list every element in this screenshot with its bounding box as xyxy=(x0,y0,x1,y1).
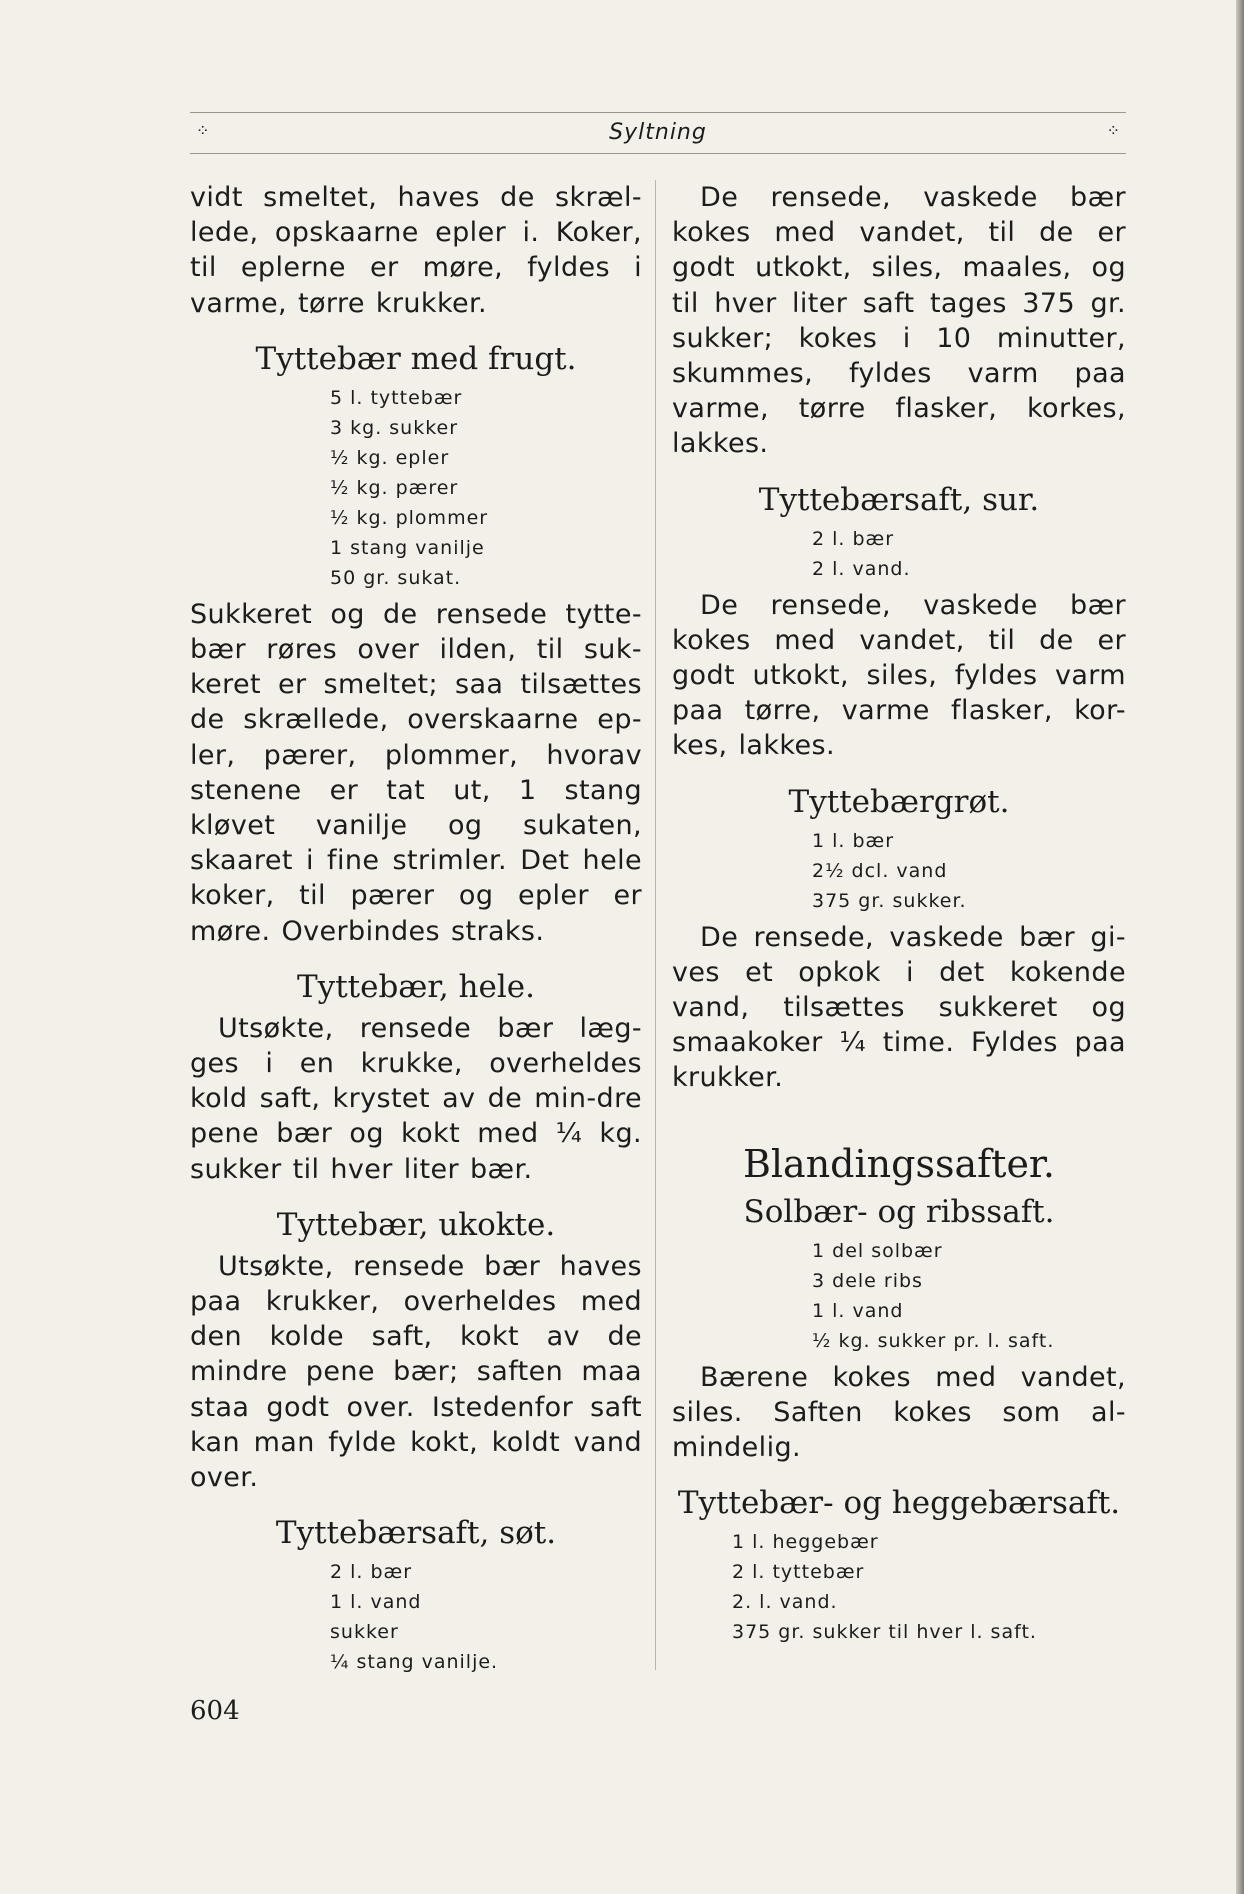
ingredient-list xyxy=(672,524,1126,584)
ingredient-list xyxy=(672,826,1126,916)
ingredient: ½ kg. pærer xyxy=(330,476,459,499)
ingredient: 375 gr. sukker til hver l. saft. xyxy=(732,1621,1037,1644)
recipe-title: Tyttebærsaft, søt. xyxy=(275,1515,557,1552)
ingredient: 1 l. vand xyxy=(330,1591,422,1614)
ingredient: 1 del solbær xyxy=(812,1239,943,1262)
ingredient-list xyxy=(672,1527,1126,1647)
recipe-text: Sukkeret og de rensede tytte-bær røres over ilden, til suk-keret er smeltet; saa tilsættes de skrællede, overskaarne ep-ler, pærer, plommer, hvorav stenene er tat ut, 1 stang kløvet vanilje og sukaten, skaaret i fine strimler. Det hele koker, til pærer og epler er møre. Overbindes straks. xyxy=(190,598,642,947)
ingredient: 5 l. tyttebær xyxy=(330,386,463,409)
ingredient: 2 l. vand. xyxy=(812,557,911,580)
page-number: 604 xyxy=(190,1696,240,1726)
ingredient: 2. l. vand. xyxy=(732,1591,838,1614)
recipe-title: Tyttebær- og heggebærsaft. xyxy=(677,1485,1121,1522)
ingredient: 375 gr. sukker. xyxy=(812,889,967,912)
ingredient: 1 l. vand xyxy=(812,1299,904,1322)
column-divider xyxy=(655,180,656,1670)
ornament-left-icon: ⁘ xyxy=(196,121,210,140)
recipe-text: Bærene kokes med vandet, siles. Saften kokes som al-mindelig. xyxy=(672,1361,1126,1464)
running-header xyxy=(190,112,1126,154)
recipe-title: Tyttebær, hele. xyxy=(297,968,535,1005)
ingredient-list xyxy=(190,1557,642,1677)
ornament-right-icon: ⁘ xyxy=(1106,121,1120,140)
ingredient: 1 l. bær xyxy=(812,829,895,852)
ingredient: 1 l. heggebær xyxy=(732,1531,879,1554)
recipe-title: Tyttebærgrøt. xyxy=(788,783,1010,820)
ingredient-list xyxy=(190,383,642,593)
left-column xyxy=(190,180,642,1681)
recipe-text: Utsøkte, rensede bær læg-ges i en krukke, overheldes kold saft, krystet av de min-dre pene bær og kokt med ¼ kg. sukker til hver liter bær. xyxy=(190,1012,642,1185)
ingredient: 2½ dcl. vand xyxy=(812,859,948,882)
recipe-title: Solbær- og ribssaft. xyxy=(743,1193,1055,1230)
ingredient: 2 l. tyttebær xyxy=(732,1561,865,1584)
ingredient-list xyxy=(672,1236,1126,1356)
continued-text: vidt smeltet, haves de skræl-lede, opskaarne epler i. Koker, til eplerne er møre, fyldes i varme, tørre krukker. xyxy=(190,182,642,319)
ingredient: ½ kg. sukker pr. l. saft. xyxy=(812,1329,1055,1352)
recipe-text: De rensede, vaskede bær gi-ves et opkok i det kokende vand, tilsættes sukkeret og smaakoker ¼ time. Fyldes paa krukker. xyxy=(672,921,1126,1094)
ingredient: 1 stang vanilje xyxy=(330,536,485,559)
recipe-title: Tyttebær med frugt. xyxy=(255,340,577,377)
recipe-text: Utsøkte, rensede bær haves paa krukker, overheldes med den kolde saft, kokt av de mindre pene bær; saften maa staa godt over. Istedenfor saft kan man fylde kokt, koldt vand over. xyxy=(190,1250,642,1494)
right-column xyxy=(672,180,1126,1651)
ingredient: 2 l. bær xyxy=(330,1561,413,1584)
recipe-title: Tyttebær, ukokte. xyxy=(276,1206,556,1243)
ingredient: 50 gr. sukat. xyxy=(330,566,462,589)
ingredient: ¼ stang vanilje. xyxy=(330,1651,499,1674)
ingredient: 3 kg. sukker xyxy=(330,416,459,439)
running-title: Syltning xyxy=(609,120,707,145)
ingredient: ½ kg. plommer xyxy=(330,506,489,529)
recipe-title: Tyttebærsaft, sur. xyxy=(758,481,1040,518)
ingredient: 2 l. bær xyxy=(812,527,895,550)
recipe-text: De rensede, vaskede bær kokes med vandet, til de er godt utkokt, siles, maales, og til hver liter saft tages 375 gr. sukker; kokes i 10 minutter, skummes, fyldes varm paa varme, tørre flasker, korkes, lakkes. xyxy=(672,182,1126,460)
ingredient: 3 dele ribs xyxy=(812,1269,923,1292)
recipe-text: De rensede, vaskede bær kokes med vandet, til de er godt utkokt, siles, fyldes varm paa tørre, varme flasker, kor-kes, lakkes. xyxy=(672,589,1126,762)
ingredient: sukker xyxy=(330,1621,399,1644)
ingredient: ½ kg. epler xyxy=(330,446,450,469)
page-edge xyxy=(1236,0,1244,1894)
section-title: Blandingssafter. xyxy=(742,1141,1056,1186)
